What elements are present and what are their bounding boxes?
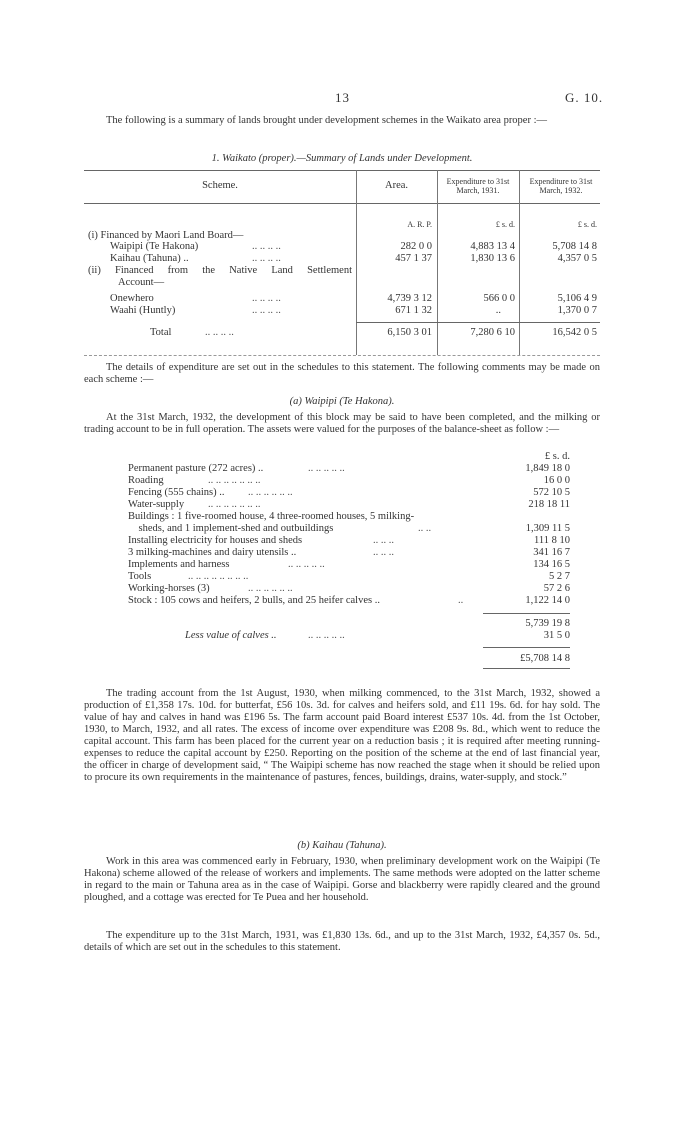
asset-label: Stock : 105 cows and heifers, 2 bulls, and 25 heifer calves .. — [128, 595, 380, 606]
asset-value: 1,122 14 0 — [525, 595, 570, 606]
table-total-exp-1931: 7,280 6 10 — [470, 327, 515, 338]
leader-dots: .. .. .. .. .. — [288, 559, 325, 570]
table-cell-exp-1932: 1,370 0 7 — [557, 305, 597, 316]
leader-dots: .. .. .. .. .. — [308, 463, 345, 474]
leader-dots: .. .. .. .. .. — [308, 630, 345, 641]
asset-label: Implements and harness — [128, 559, 230, 570]
asset-value: 572 10 5 — [533, 487, 570, 498]
page-number: 13 — [335, 90, 350, 105]
asset-value: 1,309 11 5 — [525, 523, 570, 534]
table-top-rule — [84, 170, 600, 171]
leader-dots: .. .. .. .. .. .. — [248, 487, 293, 498]
asset-value: 111 8 10 — [534, 535, 570, 546]
net-rule — [483, 647, 570, 648]
asset-label: sheds, and 1 implement-shed and outbuildings — [128, 523, 334, 534]
table-total-label: Total — [150, 327, 172, 338]
header-exp-1932: Expenditure to 31st March, 1932. — [529, 177, 593, 195]
table-header-rule — [84, 203, 600, 204]
section-b-expenditure-paragraph: The expenditure up to the 31st March, 1931, was £1,830 13s. 6d., and up to the 31st March, 1932, £4,357 0s. 5d., details of which are set out in the schedules to this statement. — [84, 930, 600, 953]
table-bottom-rule — [84, 355, 600, 356]
table-row-label: Onewhero — [110, 293, 154, 304]
net-bottom-rule — [483, 668, 570, 669]
asset-label: Water-supply — [128, 499, 185, 510]
unit-exp-1931: £ s. d. — [495, 220, 515, 229]
unit-area: A. R. P. — [407, 220, 432, 229]
asset-value: 1,849 18 0 — [525, 463, 570, 474]
table-cell-area: 671 1 32 — [395, 305, 432, 316]
net-value: £5,708 14 8 — [520, 653, 570, 664]
section-a-heading: (a) Waipipi (Te Hakona). — [289, 396, 395, 407]
leader-dots: .. .. .. .. — [205, 327, 234, 338]
subtotal-value: 5,739 19 8 — [525, 618, 570, 629]
asset-label: Fencing (555 chains) .. — [128, 487, 225, 498]
asset-value: 134 16 5 — [533, 559, 570, 570]
table-cell-area: 4,739 3 12 — [387, 293, 432, 304]
leader-dots: .. .. .. .. — [252, 253, 281, 264]
leader-dots: .. .. .. .. — [252, 305, 281, 316]
table-row-label: (i) Financed by Maori Land Board— — [88, 230, 244, 241]
asset-value: 5 2 7 — [549, 571, 570, 582]
balance-units: £ s. d. — [544, 451, 570, 462]
asset-label: 3 milking-machines and dairy utensils .. — [128, 547, 297, 558]
details-paragraph: The details of expenditure are set out in the schedules to this statement. The following comments may be made on each scheme :— — [84, 362, 600, 385]
intro-paragraph: The following is a summary of lands brought under development schemes in the Waikato area proper :— — [106, 115, 548, 126]
leader-dots: .. .. .. — [373, 535, 394, 546]
leader-dots: .. .. — [418, 523, 432, 534]
leader-dots: .. .. .. .. .. .. — [248, 583, 293, 594]
table-row-label: Waahi (Huntly) — [110, 305, 176, 316]
asset-label: Installing electricity for houses and sheds — [128, 535, 303, 546]
asset-label: Permanent pasture (272 acres) .. — [128, 463, 264, 474]
asset-value: 57 2 6 — [543, 583, 570, 594]
section-b-paragraph: Work in this area was commenced early in February, 1930, when preliminary development work on the Waipipi (Te Hakona) scheme allowed of the release of workers and implements. The same methods were adopted on the latter scheme in regard to the main or Tahuna area as in the case of Waipipi. Gorse and blackberry were rapidly cleared and the ground ploughed, and a cottage was erected for Te Puea and her household. — [84, 856, 600, 903]
section-a-paragraph: At the 31st March, 1932, the development of this block may be said to have been completed, and the milking or trading account to be in full operation. The assets were valued for the purposes of the balance-sheet as follow :— — [84, 412, 600, 435]
table-cell-exp-1931: 1,830 13 6 — [470, 253, 515, 264]
header-scheme: Scheme. — [202, 180, 238, 191]
table-cell-exp-1931: .. — [495, 305, 501, 316]
asset-label: Tools — [128, 571, 152, 582]
header-exp-1931: Expenditure to 31st March, 1931. — [446, 177, 510, 195]
asset-label: Roading — [128, 475, 164, 486]
table-total-area: 6,150 3 01 — [387, 327, 432, 338]
section-b-heading: (b) Kaihau (Tahuna). — [297, 840, 387, 851]
table-row-label: Account— — [118, 277, 165, 288]
table-cell-exp-1932: 5,708 14 8 — [552, 241, 597, 252]
table-cell-exp-1931: 4,883 13 4 — [470, 241, 515, 252]
less-value: 31 5 0 — [543, 630, 570, 641]
leader-dots: .. .. .. .. — [252, 293, 281, 304]
table-cell-area: 282 0 0 — [400, 241, 432, 252]
table-row-label: (ii) Financed from the Native Land Settlement — [88, 265, 352, 276]
table-cell-exp-1932: 4,357 0 5 — [557, 253, 597, 264]
leader-dots: .. .. .. — [373, 547, 394, 558]
asset-value: 16 0 0 — [543, 475, 570, 486]
asset-label: Working-horses (3) — [128, 583, 210, 594]
leader-dots: .. .. .. .. — [252, 241, 281, 252]
leader-dots: .. — [458, 595, 464, 606]
section-a-trading-paragraph: The trading account from the 1st August, 1930, when milking commenced, to the 31st March, 1932, showed a production of £1,358 17s. 10d. for butterfat, £56 10s. 3d. for calves and heifers sold, and £11 19s. 6d. for hay sold. The value of hay and calves in hand was £196 5s. The farm account paid Board interest £537 10s. 4d. from the 1st October, 1930, to March, 1932, and all rates. The excess of income over expenditure was £208 9s. 8d., which went to reduce the capital account. This farm has been placed for the current year on a reduction basis ; it is required after meeting running-expenses to reduce the capital account by £250. Reporting on the position of the scheme at the end of last financial year, the officer in charge of development said, “ The Waipipi scheme has now reached the stage when it should be relied upon to procure its own requirements in the maintenance of pastures, fences, buildings, drains, water-supply, and stock.” — [84, 688, 600, 783]
document-reference: G. 10. — [565, 90, 604, 105]
subtotal-rule — [483, 613, 570, 614]
unit-exp-1932: £ s. d. — [577, 220, 597, 229]
leader-dots: .. .. .. .. .. .. .. .. — [188, 571, 249, 582]
less-label: Less value of calves .. — [185, 630, 277, 641]
table-row-label: Kaihau (Tahuna) .. — [110, 253, 189, 264]
total-rule — [356, 322, 600, 323]
asset-value: 218 18 11 — [528, 499, 570, 510]
table-cell-exp-1931: 566 0 0 — [483, 293, 515, 304]
asset-value: 341 16 7 — [533, 547, 570, 558]
header-area: Area. — [384, 180, 409, 191]
table-cell-exp-1932: 5,106 4 9 — [557, 293, 597, 304]
leader-dots: .. .. .. .. .. .. .. — [208, 475, 261, 486]
table-cell-area: 457 1 37 — [395, 253, 432, 264]
leader-dots: .. .. .. .. .. .. .. — [208, 499, 261, 510]
asset-label: Buildings : 1 five-roomed house, 4 three-roomed houses, 5 milking- — [128, 511, 415, 522]
table-total-exp-1932: 16,542 0 5 — [552, 327, 597, 338]
table-row-label: Waipipi (Te Hakona) — [110, 241, 199, 252]
table-title: 1. Waikato (proper).—Summary of Lands under Development. — [211, 153, 473, 164]
